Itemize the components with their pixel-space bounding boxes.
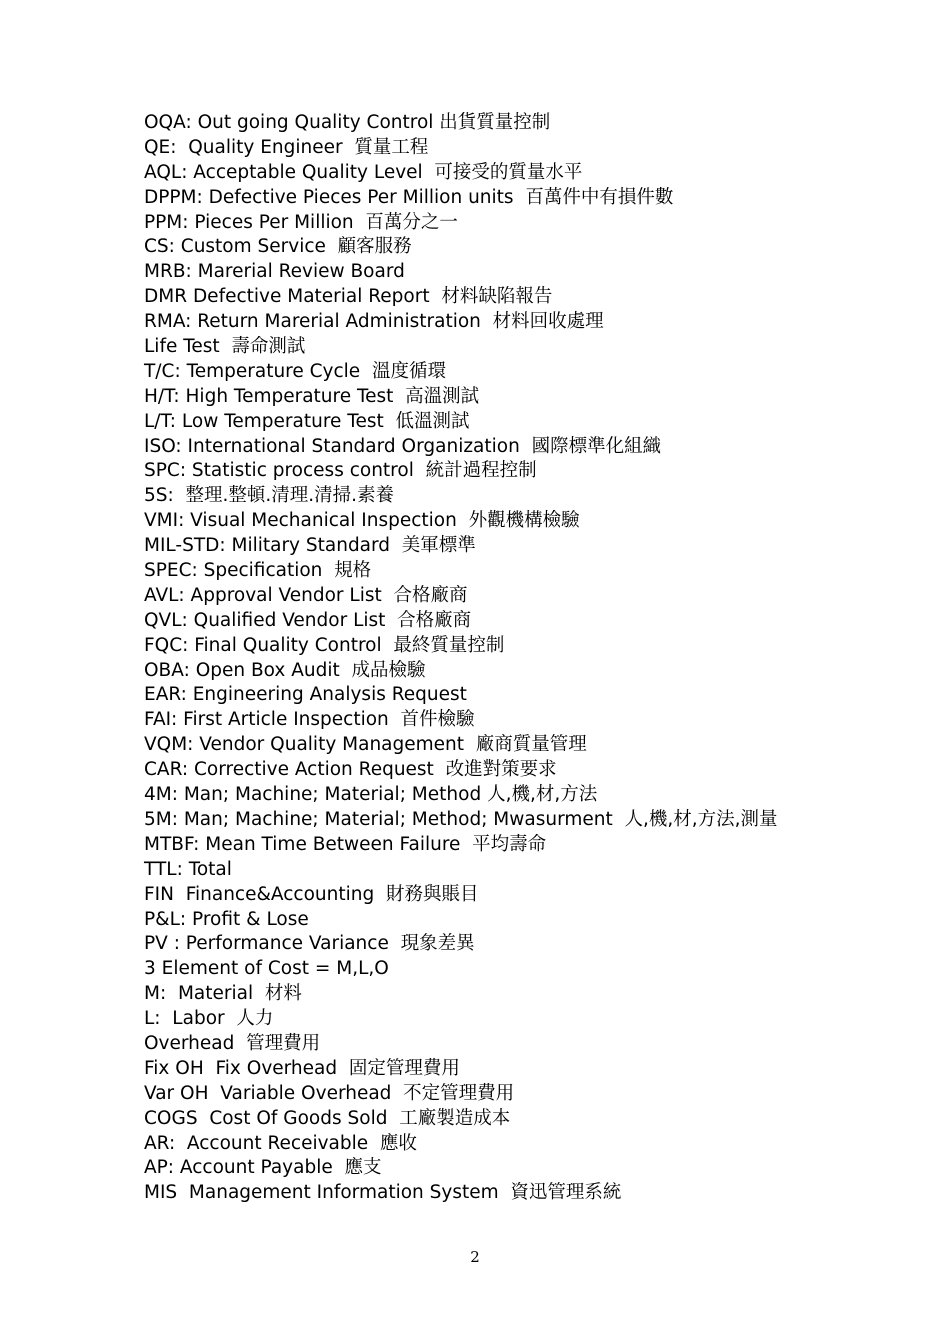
glossary-line: FQC: Final Quality Control 最終質量控制 bbox=[144, 634, 505, 656]
glossary-line: 5M: Man; Machine; Material; Method; Mwasurment 人,機,材,方法,測量 bbox=[144, 808, 778, 830]
glossary-line: QE: Quality Engineer 質量工程 bbox=[144, 136, 429, 158]
glossary-line: M: Material 材料 bbox=[144, 983, 302, 1005]
glossary-line: 4M: Man; Machine; Material; Method 人,機,材,方法 bbox=[144, 784, 598, 806]
glossary-line: MTBF: Mean Time Between Failure 平均壽命 bbox=[144, 833, 547, 855]
glossary-line: H/T: High Temperature Test 高溫測試 bbox=[144, 385, 480, 407]
glossary-line: L: Labor 人力 bbox=[144, 1008, 274, 1030]
glossary-line: FIN Finance&Accounting 財務與賬目 bbox=[144, 883, 479, 905]
glossary-line: RMA: Return Marerial Administration 材料回收處理 bbox=[144, 311, 604, 333]
glossary-line: TTL: Total bbox=[144, 858, 232, 880]
glossary-line: Var OH Variable Overhead 不定管理費用 bbox=[144, 1082, 515, 1104]
glossary-line: T/C: Temperature Cycle 溫度循環 bbox=[144, 360, 446, 382]
glossary-line: 3 Element of Cost = M,L,O bbox=[144, 958, 389, 980]
glossary-list bbox=[144, 111, 778, 1206]
glossary-line: AVL: Approval Vendor List 合格廠商 bbox=[144, 584, 468, 606]
glossary-line: COGS Cost Of Goods Sold 工廠製造成本 bbox=[144, 1107, 511, 1129]
glossary-line: P&L: Profit & Lose bbox=[144, 908, 309, 930]
glossary-line: MRB: Marerial Review Board bbox=[144, 261, 405, 283]
page-number: 2 bbox=[470, 1248, 480, 1266]
glossary-line: AP: Account Payable 應支 bbox=[144, 1157, 382, 1179]
glossary-line: AR: Account Receivable 應收 bbox=[144, 1132, 417, 1154]
glossary-line: VMI: Visual Mechanical Inspection 外觀機構檢驗 bbox=[144, 510, 580, 532]
glossary-line: VQM: Vendor Quality Management 廠商質量管理 bbox=[144, 734, 587, 756]
glossary-line: Fix OH Fix Overhead 固定管理費用 bbox=[144, 1057, 460, 1079]
glossary-line: Life Test 壽命測試 bbox=[144, 336, 306, 358]
glossary-line: MIL-STD: Military Standard 美軍標準 bbox=[144, 535, 476, 557]
glossary-line: FAI: First Article Inspection 首件檢驗 bbox=[144, 709, 475, 731]
glossary-line: DMR Defective Material Report 材料缺陷報告 bbox=[144, 286, 553, 308]
glossary-line: OBA: Open Box Audit 成品檢驗 bbox=[144, 659, 426, 681]
glossary-line: EAR: Engineering Analysis Request bbox=[144, 684, 467, 706]
glossary-line: SPC: Statistic process control 統計過程控制 bbox=[144, 460, 537, 482]
glossary-line: SPEC: Specification 規格 bbox=[144, 560, 372, 582]
glossary-line: CAR: Corrective Action Request 改進對策要求 bbox=[144, 759, 557, 781]
glossary-line: ISO: International Standard Organization 國際標準化組織 bbox=[144, 435, 662, 457]
glossary-line: PPM: Pieces Per Million 百萬分之一 bbox=[144, 211, 458, 233]
glossary-line: 5S: 整理.整頓.清理.清掃.素養 bbox=[144, 485, 395, 507]
glossary-line: OQA: Out going Quality Control 出貨質量控制 bbox=[144, 112, 551, 133]
glossary-line: QVL: Qualified Vendor List 合格廠商 bbox=[144, 609, 472, 631]
glossary-line: AQL: Acceptable Quality Level 可接受的質量水平 bbox=[144, 161, 583, 183]
glossary-line: DPPM: Defective Pieces Per Million units 百萬件中有損件數 bbox=[144, 186, 674, 208]
glossary-line: L/T: Low Temperature Test 低溫測試 bbox=[144, 410, 470, 432]
glossary-line: Overhead 管理費用 bbox=[144, 1032, 321, 1054]
glossary-line: PV : Performance Variance 現象差異 bbox=[144, 933, 475, 955]
glossary-line: MIS Management Information System 資迅管理系統 bbox=[144, 1182, 622, 1204]
glossary-line: CS: Custom Service 顧客服務 bbox=[144, 236, 412, 258]
